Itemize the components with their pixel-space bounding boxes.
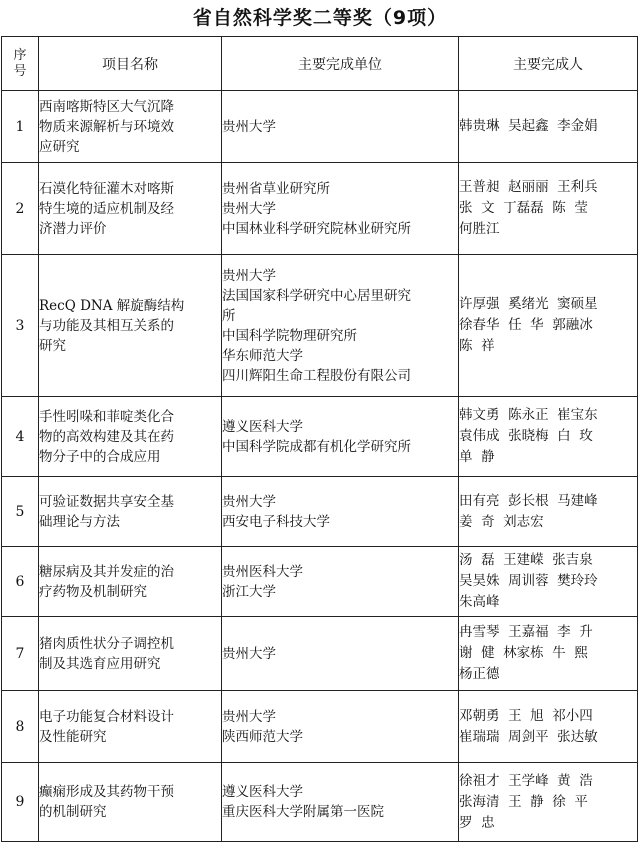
completion-units bbox=[222, 397, 459, 477]
row-seq: 3 bbox=[2, 255, 39, 397]
completion-people-line: 韩文勇 陈永正 崔宝东 bbox=[459, 407, 598, 423]
header-seq bbox=[2, 37, 39, 91]
project-name bbox=[39, 477, 222, 547]
completion-people-line: 吴昊姝 周训蓉 樊玲玲 bbox=[459, 573, 598, 589]
header-people: 主要完成人 bbox=[459, 37, 638, 91]
header-project: 项目名称 bbox=[39, 37, 222, 91]
completion-units bbox=[222, 547, 459, 617]
completion-people-line: 何胜江 bbox=[459, 221, 500, 237]
project-name-line: 西南喀斯特区大气沉降 bbox=[39, 98, 174, 115]
completion-people-line: 冉雪琴 王嘉福 李 升 bbox=[459, 624, 593, 640]
completion-people bbox=[459, 547, 638, 617]
table-body bbox=[2, 91, 638, 842]
table-header-row bbox=[2, 37, 638, 91]
completion-units-line: 法国国家科学研究中心居里研究 bbox=[222, 287, 411, 304]
completion-people-line: 崔瑞瑞 周剑平 张达敏 bbox=[459, 728, 598, 745]
table-row bbox=[2, 617, 638, 691]
completion-units-line: 四川辉阳生命工程股份有限公司 bbox=[222, 367, 411, 384]
completion-people-line: 谢 健 林家栋 牛 熙 bbox=[459, 645, 588, 661]
row-seq: 1 bbox=[2, 91, 39, 163]
project-name bbox=[39, 255, 222, 397]
completion-units bbox=[222, 691, 459, 763]
project-name-line: 电子功能复合材料设计 bbox=[39, 708, 174, 725]
project-name-line: 应研究 bbox=[39, 138, 80, 155]
project-name-line: 物质来源解析与环境效 bbox=[39, 118, 174, 135]
row-seq: 2 bbox=[2, 163, 39, 255]
completion-people-line: 王普昶 赵丽丽 王利兵 bbox=[459, 179, 598, 195]
project-name-line: 制及其选育应用研究 bbox=[39, 655, 161, 672]
completion-units bbox=[222, 617, 459, 691]
project-name-line: 猪肉质性状分子调控机 bbox=[39, 635, 174, 652]
row-seq: 6 bbox=[2, 547, 39, 617]
table-row bbox=[2, 397, 638, 477]
row-seq: 9 bbox=[2, 763, 39, 842]
project-name-line: 及性能研究 bbox=[39, 728, 107, 745]
project-name-line: 础理论与方法 bbox=[39, 513, 120, 530]
project-name-line: 糖尿病及其并发症的治 bbox=[39, 563, 174, 580]
project-name-line: 特生境的适应机制及经 bbox=[39, 200, 174, 217]
completion-units-line: 重庆医科大学附属第一医院 bbox=[222, 804, 384, 820]
completion-units-line: 贵州大学 bbox=[222, 645, 276, 662]
completion-people-line: 张海清 王 静 徐 平 bbox=[459, 793, 588, 810]
project-name-line: 癫痫形成及其药物干预 bbox=[39, 784, 174, 800]
project-name-line: 物的高效构建及其在药 bbox=[39, 428, 174, 445]
project-name bbox=[39, 763, 222, 842]
table-row bbox=[2, 255, 638, 397]
row-seq: 8 bbox=[2, 691, 39, 763]
completion-units-line: 贵州大学 bbox=[222, 267, 276, 284]
header-units: 主要完成单位 bbox=[222, 37, 459, 91]
completion-people bbox=[459, 763, 638, 842]
row-seq: 4 bbox=[2, 397, 39, 477]
project-name-line: 济潜力评价 bbox=[39, 220, 107, 237]
completion-people-line: 许厚强 奚绪光 窦硕星 bbox=[459, 296, 598, 312]
completion-units-line: 中国科学院成都有机化学研究所 bbox=[222, 438, 411, 455]
completion-people bbox=[459, 397, 638, 477]
completion-units bbox=[222, 91, 459, 163]
header-seq-line1: 序 bbox=[13, 47, 27, 63]
completion-units-line: 遵义医科大学 bbox=[222, 418, 303, 435]
completion-people-line: 陈 祥 bbox=[459, 338, 495, 354]
completion-people bbox=[459, 477, 638, 547]
completion-units bbox=[222, 255, 459, 397]
completion-people bbox=[459, 163, 638, 255]
completion-units-line: 西安电子科技大学 bbox=[222, 513, 330, 530]
project-name bbox=[39, 91, 222, 163]
completion-people bbox=[459, 91, 638, 163]
completion-people-line: 袁伟成 张晓梅 白 玫 bbox=[459, 428, 593, 444]
completion-units-line: 浙江大学 bbox=[222, 583, 276, 600]
completion-units-line: 陕西师范大学 bbox=[222, 728, 303, 745]
completion-units-line: 贵州大学 bbox=[222, 118, 276, 135]
completion-people-line: 张 文 丁磊磊 陈 莹 bbox=[459, 200, 588, 216]
completion-people-line: 朱高峰 bbox=[459, 594, 500, 610]
project-name-line: 疗药物及机制研究 bbox=[39, 583, 147, 600]
table-row bbox=[2, 91, 638, 163]
completion-units bbox=[222, 163, 459, 255]
project-name bbox=[39, 397, 222, 477]
project-name-line: 可验证数据共享安全基 bbox=[39, 493, 174, 510]
table-row bbox=[2, 477, 638, 547]
project-name-line: 研究 bbox=[39, 337, 66, 354]
project-name-line: 手性吲哚和菲啶类化合 bbox=[39, 408, 174, 425]
completion-units-line: 贵州医科大学 bbox=[222, 563, 303, 580]
awards-table bbox=[1, 36, 638, 842]
completion-units-line: 所 bbox=[222, 307, 236, 324]
completion-units bbox=[222, 477, 459, 547]
completion-people-line: 邓朝勇 王 旭 祁小四 bbox=[459, 707, 593, 724]
table-row bbox=[2, 763, 638, 842]
completion-people-line: 姜 奇 刘志宏 bbox=[459, 513, 544, 530]
project-name-line: 物分子中的合成应用 bbox=[39, 448, 161, 465]
project-name-line: 与功能及其相互关系的 bbox=[39, 317, 174, 334]
project-name-line: 石漠化特征灌木对喀斯 bbox=[39, 180, 174, 197]
table-row bbox=[2, 547, 638, 617]
completion-units-line: 遵义医科大学 bbox=[222, 784, 303, 800]
project-name-line: RecQ DNA 解旋酶结构 bbox=[39, 297, 185, 314]
table-row bbox=[2, 691, 638, 763]
project-name bbox=[39, 691, 222, 763]
completion-units-line: 华东师范大学 bbox=[222, 347, 303, 364]
completion-units-line: 中国林业科学研究院林业研究所 bbox=[222, 220, 411, 237]
completion-people-line: 罗 忠 bbox=[459, 814, 495, 831]
project-name bbox=[39, 163, 222, 255]
completion-people-line: 汤 磊 王建嵘 张吉泉 bbox=[459, 552, 593, 568]
row-seq: 7 bbox=[2, 617, 39, 691]
completion-people-line: 田有亮 彭长根 马建峰 bbox=[459, 492, 598, 509]
table-row bbox=[2, 163, 638, 255]
project-name bbox=[39, 617, 222, 691]
row-seq: 5 bbox=[2, 477, 39, 547]
completion-people-line: 徐祖才 王学峰 黄 浩 bbox=[459, 772, 593, 789]
completion-units-line: 贵州大学 bbox=[222, 493, 276, 510]
completion-people-line: 单 静 bbox=[459, 449, 495, 465]
header-seq-line2: 号 bbox=[13, 63, 27, 79]
completion-units-line: 贵州大学 bbox=[222, 708, 276, 725]
completion-units-line: 贵州大学 bbox=[222, 200, 276, 217]
completion-people-line: 杨正德 bbox=[459, 666, 500, 682]
completion-units-line: 贵州省草业研究所 bbox=[222, 180, 330, 197]
project-name bbox=[39, 547, 222, 617]
project-name-line: 的机制研究 bbox=[39, 804, 107, 820]
completion-people bbox=[459, 255, 638, 397]
completion-people bbox=[459, 691, 638, 763]
completion-units bbox=[222, 763, 459, 842]
completion-people-line: 徐春华 任 华 郭融冰 bbox=[459, 317, 593, 333]
completion-people bbox=[459, 617, 638, 691]
completion-people-line: 韩贵琳 吴起鑫 李金娟 bbox=[459, 118, 598, 134]
completion-units-line: 中国科学院物理研究所 bbox=[222, 327, 357, 344]
page-title: 省自然科学奖二等奖（9项） bbox=[192, 7, 448, 29]
